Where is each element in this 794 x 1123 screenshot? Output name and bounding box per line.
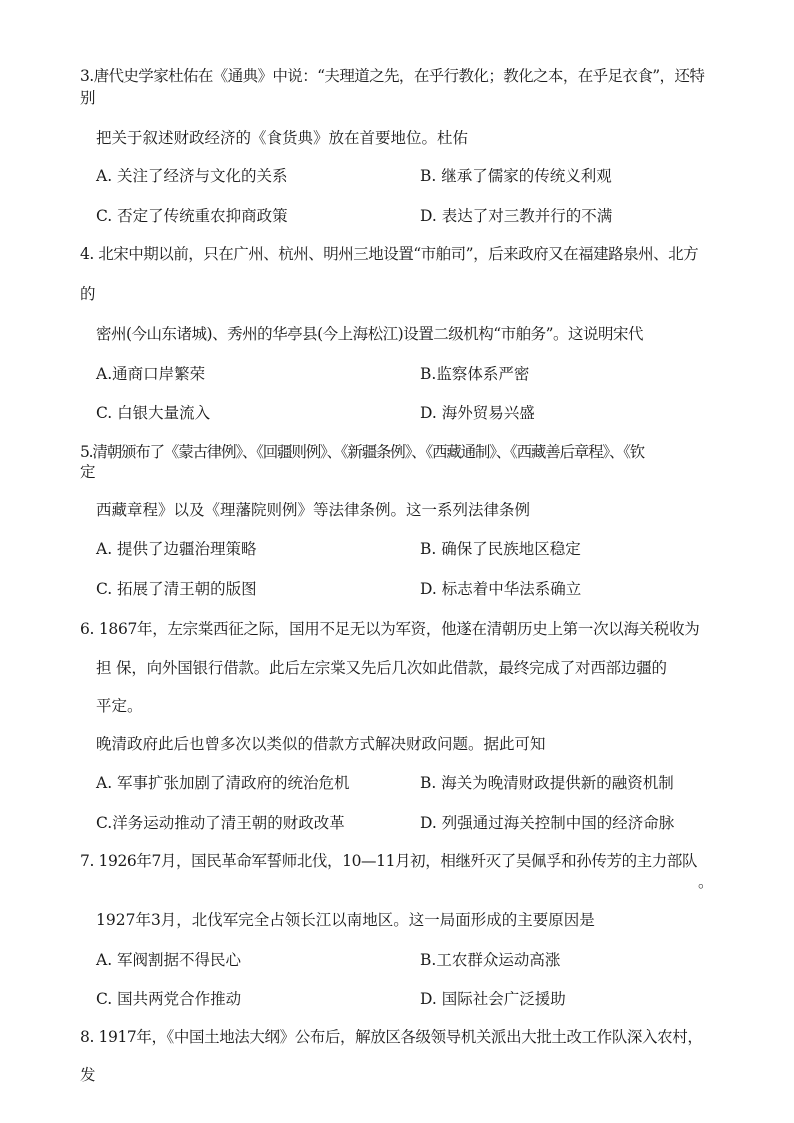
q7-option-b: B.工农群众运动高涨 xyxy=(420,951,561,969)
q3-option-d: D. 表达了对三教并行的不满 xyxy=(420,207,613,225)
q6-stem-line1: 6. 1867年，左宗棠西征之际，国用不足无以为军资，他遂在清朝历史上第一次以海关税收为 xyxy=(80,620,700,638)
q8-stem-line2: 发 xyxy=(80,1066,96,1084)
q7-stem-line2: 。 xyxy=(698,873,714,891)
q6-stem-line4: 晚清政府此后也曾多次以类似的借款方式解决财政问题。据此可知 xyxy=(96,735,546,753)
q7-option-a: A. 军阀割据不得民心 xyxy=(96,951,242,969)
q6-option-a: A. 军事扩张加剧了清政府的统治危机 xyxy=(96,774,350,792)
q5-option-a: A. 提供了边疆治理策略 xyxy=(96,540,257,558)
q4-option-a: A.通商口岸繁荣 xyxy=(96,365,206,383)
q3-stem-line2: 别 xyxy=(80,89,96,107)
q3-stem-line3: 把关于叙述财政经济的《食货典》放在首要地位。杜佑 xyxy=(96,129,469,147)
q7-stem-line3: 1927年3月，北伐军完全占领长江以南地区。这一局面形成的主要原因是 xyxy=(96,911,595,929)
q6-stem-line3: 平定。 xyxy=(96,697,143,715)
q7-option-d: D. 国际社会广泛援助 xyxy=(420,990,566,1008)
q4-option-d: D. 海外贸易兴盛 xyxy=(420,404,535,422)
q5-stem-line1: 5.清朝颁布了《蒙古律例》、《回疆则例》、《新疆条例》、《西藏通制》、《西藏善后章程》、《钦 xyxy=(80,443,645,461)
q4-option-b: B.监察体系严密 xyxy=(420,365,530,383)
q5-option-b: B. 确保了民族地区稳定 xyxy=(420,540,581,558)
q8-stem-line1: 8. 1917年，《中国土地法大纲》公布后，解放区各级领导机关派出大批土改工作队深入农村， xyxy=(80,1028,703,1046)
q4-stem-line3: 密州(今山东诸城)、秀州的华亭县(今上海松江)设置二级机构“市舶务”。这说明宋代 xyxy=(96,325,644,343)
q5-option-c: C. 拓展了清王朝的版图 xyxy=(96,580,257,598)
q6-option-c: C.洋务运动推动了清王朝的财政改革 xyxy=(96,814,345,832)
q4-stem-line1: 4. 北宋中期以前，只在广州、杭州、明州三地设置“市舶司”，后来政府又在福建路泉州、北方 xyxy=(80,245,699,263)
q5-stem-line2: 定 xyxy=(80,463,96,481)
q5-option-d: D. 标志着中华法系确立 xyxy=(420,580,582,598)
q7-stem-line1: 7. 1926年7月，国民革命军誓师北伐，10—11月初，相继歼灭了吴佩孚和孙传芳的主力部队 xyxy=(80,852,698,870)
q7-option-c: C. 国共两党合作推动 xyxy=(96,990,242,1008)
q3-stem-line1: 3.唐代史学家杜佑在《通典》中说：“夫理道之先，在乎行教化；教化之本，在乎足衣食”，还特 xyxy=(80,67,705,85)
q6-option-b: B. 海关为晚清财政提供新的融资机制 xyxy=(420,774,674,792)
q6-option-d: D. 列强通过海关控制中国的经济命脉 xyxy=(420,814,675,832)
q5-stem-line3: 西藏章程》以及《理藩院则例》等法律条例。这一系列法律条例 xyxy=(96,501,531,519)
q3-option-c: C. 否定了传统重农抑商政策 xyxy=(96,207,288,225)
q4-stem-line2: 的 xyxy=(80,285,96,303)
q6-stem-line2: 担 保，向外国银行借款。此后左宗棠又先后几次如此借款，最终完成了对西部边疆的 xyxy=(96,659,667,677)
q4-option-c: C. 白银大量流入 xyxy=(96,404,211,422)
q3-option-b: B. 继承了儒家的传统义利观 xyxy=(420,167,612,185)
q3-option-a: A. 关注了经济与文化的关系 xyxy=(96,167,288,185)
